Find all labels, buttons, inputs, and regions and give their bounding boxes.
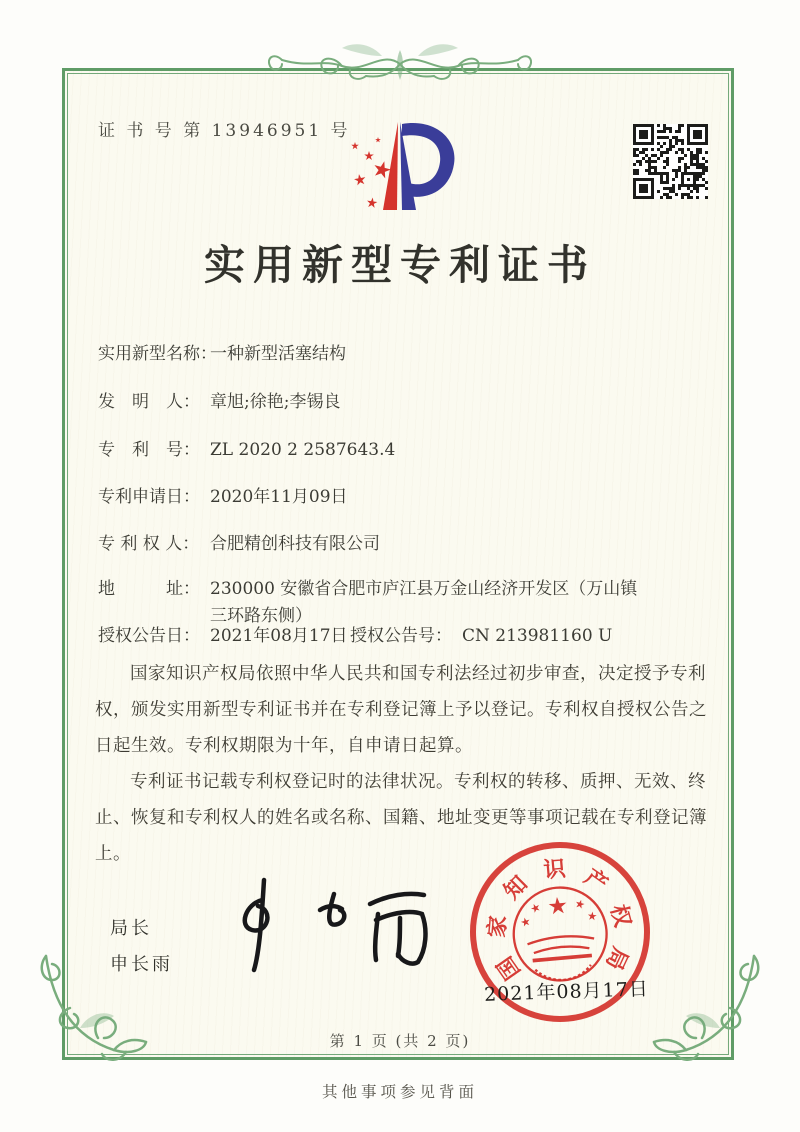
field-row-patent-number: [98, 437, 704, 464]
field-value: 合肥精创科技有限公司: [210, 534, 380, 554]
field-value: 章旭;徐艳;李锡良: [210, 392, 341, 412]
field-value: 一种新型活塞结构: [210, 344, 346, 364]
grant-number-label: 授权公告号：: [350, 626, 452, 646]
field-row-patentee: [98, 531, 704, 558]
commissioner-name: 申长雨: [110, 954, 173, 975]
national-emblem-icon: [504, 878, 617, 991]
field-row-grant: [98, 623, 738, 650]
certificate-number: 证 书 号 第 13946951 号: [98, 121, 351, 141]
seal-text: 国 家 知 识 产 权 局: [483, 855, 636, 985]
commissioner-signature-icon: [210, 870, 450, 988]
field-label: 发 明 人：: [98, 392, 200, 412]
field-label: 专 利 号：: [98, 440, 200, 460]
field-label: 实用新型名称：: [98, 344, 217, 364]
cnipa-logo-icon: [336, 110, 466, 225]
page-number: 第 1 页 (共 2 页): [329, 1032, 471, 1050]
qr-code: [633, 124, 708, 199]
grant-date-value: 2021年08月17日: [210, 626, 348, 646]
field-value: ZL 2020 2 2587643.4: [210, 440, 396, 460]
certificate-title: 实用新型专利证书: [204, 241, 596, 289]
grant-date-label: 授权公告日：: [98, 626, 200, 646]
floral-ornament-top-icon: [268, 34, 532, 96]
field-label: 专 利 权 人：: [98, 534, 200, 554]
legal-paragraph-2: 专利证书记载专利权登记时的法律状况。专利权的转移、质押、无效、终止、恢复和专利权人的姓名或名称、国籍、地址变更等事项记载在专利登记簿上。: [95, 772, 707, 864]
see-back-note: 其他事项参见背面: [321, 1083, 478, 1101]
legal-paragraph-1: 国家知识产权局依照中华人民共和国专利法经过初步审查，决定授予专利权，颁发实用新型专利证书并在专利登记簿上予以登记。专利权自授权公告之日起生效。专利权期限为十年，自申请日起算。: [95, 664, 707, 756]
field-row-filing-date: [98, 484, 704, 511]
seal-date: 2021年08月17日: [483, 978, 650, 1006]
field-label: 专利申请日：: [98, 487, 200, 507]
field-row-utility-model-name: [98, 341, 704, 368]
field-label: 地 址：: [98, 579, 200, 599]
field-row-inventors: [98, 389, 704, 416]
field-value: 2020年11月09日: [210, 487, 348, 507]
field-row-address: [98, 576, 704, 630]
grant-number-value: CN 213981160 U: [462, 626, 613, 646]
field-value: 230000 安徽省合肥市庐江县万金山经济开发区（万山镇三环路东侧）: [210, 579, 638, 626]
commissioner-title: 局长: [110, 918, 152, 939]
